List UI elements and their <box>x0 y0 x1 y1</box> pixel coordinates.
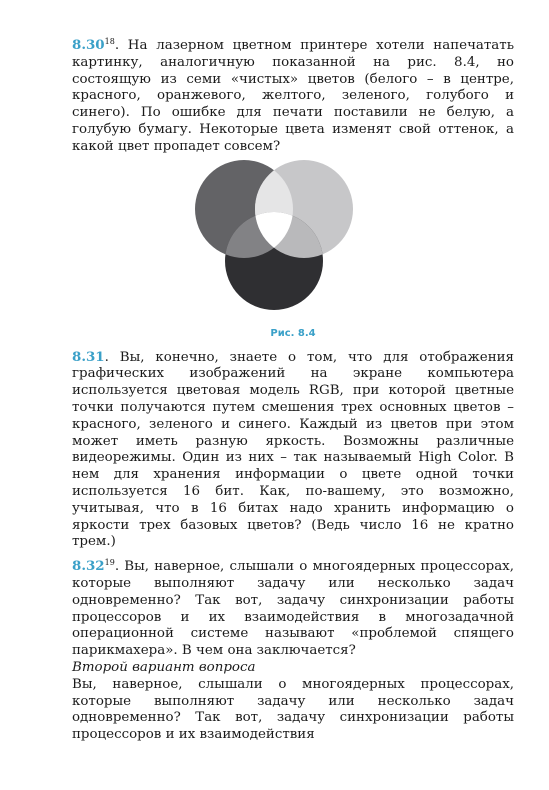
figure-caption: Рис. 8.4 <box>270 327 316 339</box>
variant-text: Вы, наверное, слышали о многоядерных процессорах, которые выполняют задачу или несколько задач одновременно? Так вот, задачу синхронизации работы процессоров и их взаимодействия <box>72 676 514 743</box>
problem-8-30 <box>72 34 514 156</box>
problem-8-31 <box>72 349 514 552</box>
problem-text: . Вы, наверное, слышали о многоядерных процессорах, которые выполняют задачу или несколько задач одновременно? Так вот, задачу синхронизации работы процессоров и их взаимодействия в многозадачной операционной системе называют «проблемой спящего парикмахера». В чем она заключается? <box>72 559 514 659</box>
footnote-ref[interactable]: 18 <box>104 37 115 46</box>
problem-number: 8.31 <box>72 348 105 365</box>
venn-figure <box>72 160 514 328</box>
problem-text: . Вы, конечно, знаете о том, что для отображения графических изображений на экране компьютера используется цветовая модель RGB, при которой цветные точки получаются путем смешения трех основных цветов – красного, зеленого и синего. Каждый из цветов при этом может иметь разную яркость. Возможны различные видеорежимы. Один из них – так называемый High Color. В нем для хранения информации о цвете одной точки используется 16 бит. Как, по-вашему, это возможно, учитывая, что в 16 битах надо хранить информацию о яркости трех базовых цветов? (Ведь число 16 не кратно трем.) <box>72 349 514 550</box>
problem-number: 8.30$^{18}$ <box>72 37 115 53</box>
venn-diagram <box>194 160 394 328</box>
problem-text: . На лазерном цветном принтере хотели напечатать картинку, аналогичную показанной на рис. 8.4, но состоящую из семи «чистых» цветов (белого – в центре, красного, оранжевого, желтого, зеленого, голубого и синего). По ошибке для печати поставили не белую, а голубую бумагу. Некоторые цвета изменят свой оттенок, а какой цвет пропадет совсем? <box>72 38 514 154</box>
problem-number: 8.32$^{19}$ <box>72 558 115 575</box>
variant-heading: Второй вариант вопроса <box>72 659 256 675</box>
page <box>72 34 514 744</box>
problem-8-32 <box>72 555 514 660</box>
footnote-ref[interactable]: 19 <box>104 558 115 568</box>
